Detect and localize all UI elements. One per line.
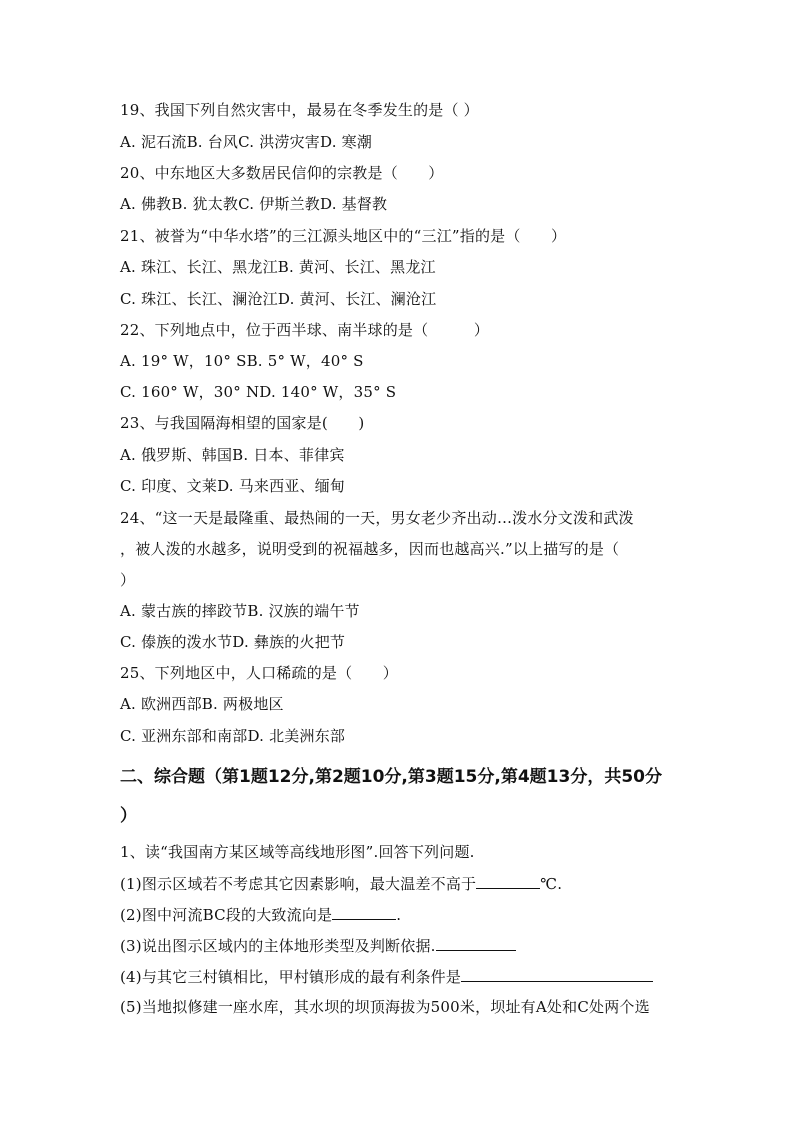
section-2-question-1-intro: 1、读“我国南方某区域等高线地形图”.回答下列问题. bbox=[120, 843, 475, 861]
question-19-options: A. 泥石流B. 台风C. 洪涝灾害D. 寒潮 bbox=[120, 133, 373, 151]
question-22-options-ab: A. 19° W，10° SB. 5° W，40° S bbox=[120, 352, 364, 370]
question-24-options-cd: C. 傣族的泼水节D. 彝族的火把节 bbox=[120, 633, 346, 651]
question-20-stem: 20、中东地区大多数居民信仰的宗教是（ ） bbox=[120, 164, 444, 182]
question-19-stem: 19、我国下列自然灾害中，最易在冬季发生的是（ ） bbox=[120, 101, 479, 119]
question-23-options-ab: A. 俄罗斯、韩国B. 日本、菲律宾 bbox=[120, 446, 345, 464]
sub-question-4 bbox=[120, 966, 653, 987]
question-24-stem-line3: ） bbox=[120, 571, 136, 589]
answer-blank-2[interactable] bbox=[332, 904, 396, 920]
sub-question-1 bbox=[120, 873, 562, 894]
section-2-title: 二、综合题（第1题12分,第2题10分,第3题15分,第4题13分，共50分 bbox=[120, 767, 662, 787]
sub-question-4-text: (4)与其它三村镇相比，甲村镇形成的最有利条件是 bbox=[120, 968, 462, 986]
question-24-stem-line2: ，被人泼的水越多，说明受到的祝福越多，因而也越高兴.”以上描写的是（ bbox=[120, 540, 620, 558]
question-21-stem: 21、被誉为“中华水塔”的三江源头地区中的“三江”指的是（ ） bbox=[120, 227, 567, 245]
answer-blank-3[interactable] bbox=[436, 935, 516, 951]
question-25-stem: 25、下列地区中，人口稀疏的是（ ） bbox=[120, 664, 398, 682]
sub-question-2-end: . bbox=[396, 906, 402, 924]
question-21-options-cd: C. 珠江、长江、澜沧江D. 黄河、长江、澜沧江 bbox=[120, 290, 437, 308]
answer-blank-1[interactable] bbox=[476, 873, 540, 889]
question-25-options-cd: C. 亚洲东部和南部D. 北美洲东部 bbox=[120, 727, 346, 745]
question-25-options-ab: A. 欧洲西部B. 两极地区 bbox=[120, 695, 284, 713]
sub-question-3-text: (3)说出图示区域内的主体地形类型及判断依据. bbox=[120, 937, 436, 955]
sub-question-1-unit: ℃. bbox=[540, 875, 563, 893]
section-2-title-end: ） bbox=[120, 806, 137, 826]
sub-question-2-text: (2)图中河流BC段的大致流向是 bbox=[120, 906, 333, 924]
sub-question-5: (5)当地拟修建一座水库，其水坝的坝顶海拔为500米，坝址有A处和C处两个选 bbox=[120, 998, 650, 1016]
sub-question-3 bbox=[120, 935, 516, 956]
question-22-stem: 22、下列地点中，位于西半球、南半球的是（ ） bbox=[120, 321, 490, 339]
question-23-options-cd: C. 印度、文莱D. 马来西亚、缅甸 bbox=[120, 477, 346, 495]
question-22-options-cd: C. 160° W，30° ND. 140° W，35° S bbox=[120, 383, 397, 401]
question-21-options-ab: A. 珠江、长江、黑龙江B. 黄河、长江、黑龙江 bbox=[120, 258, 436, 276]
answer-blank-4[interactable] bbox=[461, 966, 653, 982]
sub-question-2 bbox=[120, 904, 401, 925]
question-23-stem: 23、与我国隔海相望的国家是( ) bbox=[120, 414, 365, 432]
question-20-options: A. 佛教B. 犹太教C. 伊斯兰教D. 基督教 bbox=[120, 195, 388, 213]
question-24-stem-line1: 24、“这一天是最隆重、最热闹的一天，男女老少齐出动…泼水分文泼和武泼 bbox=[120, 509, 634, 527]
sub-question-1-text: (1)图示区域若不考虑其它因素影响，最大温差不高于 bbox=[120, 875, 477, 893]
question-24-options-ab: A. 蒙古族的摔跤节B. 汉族的端午节 bbox=[120, 602, 360, 620]
